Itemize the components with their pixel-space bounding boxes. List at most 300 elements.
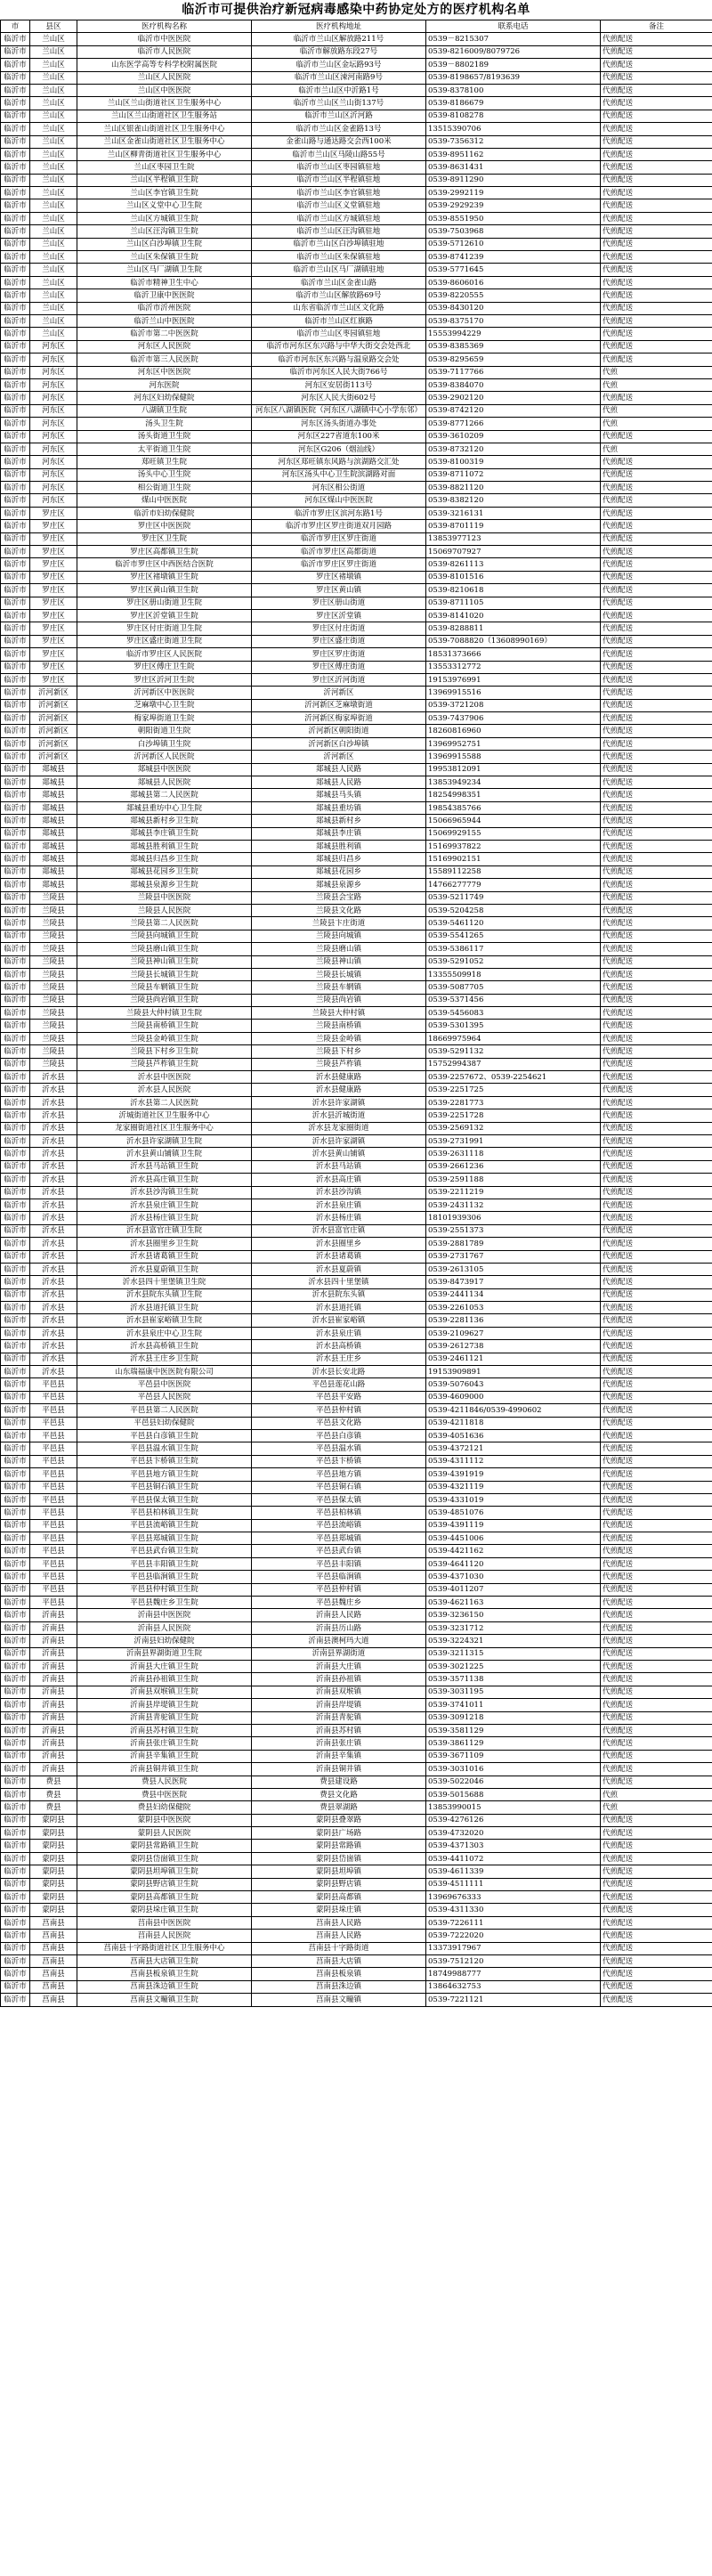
cell-city: 临沂市: [1, 482, 30, 494]
cell-phone: 0539-2569132: [426, 1122, 601, 1134]
cell-institution-name: 沂南县中医医院: [77, 1609, 252, 1621]
cell-institution-name: 郯城县归昌乡卫生院: [77, 853, 252, 865]
cell-city: 临沂市: [1, 212, 30, 224]
cell-county: 沂水县: [30, 1263, 77, 1275]
cell-institution-address: 兰陵县文化路: [252, 904, 426, 916]
cell-institution-name: 兰陵县向城镇卫生院: [77, 930, 252, 942]
cell-county: 蒙阴县: [30, 1865, 77, 1878]
cell-city: 临沂市: [1, 1904, 30, 1916]
cell-phone: 0539-3610209: [426, 430, 601, 443]
cell-phone: 0539-5456083: [426, 1007, 601, 1020]
cell-county: 沂南县: [30, 1737, 77, 1750]
cell-institution-address: 临沂市兰山区解放路211号: [252, 33, 426, 45]
table-row: [1, 1647, 712, 1660]
cell-county: 郯城县: [30, 879, 77, 891]
table-row: [1, 1635, 712, 1647]
cell-county: 兰陵县: [30, 943, 77, 955]
cell-county: 兰山区: [30, 314, 77, 327]
cell-city: 临沂市: [1, 1609, 30, 1621]
cell-institution-name: 兰山区中医医院: [77, 84, 252, 96]
cell-city: 临沂市: [1, 238, 30, 250]
cell-remark: 代煎配送: [601, 1942, 712, 1954]
cell-institution-address: 蒙阴县坦埠镇: [252, 1865, 426, 1878]
cell-county: 兰山区: [30, 97, 77, 110]
table-row: [1, 1916, 712, 1929]
cell-remark: 代煎配送: [601, 1583, 712, 1596]
table-row: [1, 635, 712, 647]
cell-remark: 代煎配送: [601, 212, 712, 224]
cell-remark: 代煎配送: [601, 1134, 712, 1147]
cell-remark: 代煎配送: [601, 264, 712, 276]
cell-phone: 0539-7222020: [426, 1930, 601, 1942]
cell-institution-address: 兰陵县神山镇: [252, 955, 426, 968]
cell-institution-name: 罗庄区册山街道卫生院: [77, 597, 252, 609]
cell-city: 临沂市: [1, 494, 30, 507]
cell-institution-address: 平邑县仲村镇: [252, 1404, 426, 1417]
cell-phone: 0539-5371456: [426, 994, 601, 1006]
cell-phone: 0539-3031016: [426, 1763, 601, 1776]
cell-county: 郯城县: [30, 763, 77, 776]
cell-phone: 0539-8198657/8193639: [426, 71, 601, 84]
cell-phone: 0539-8108278: [426, 110, 601, 122]
cell-county: 兰陵县: [30, 891, 77, 904]
cell-institution-address: 郯城县马头镇: [252, 789, 426, 801]
cell-county: 郯城县: [30, 776, 77, 789]
table-header-row: [1, 20, 712, 33]
cell-institution-address: 莒南县十字路街道: [252, 1942, 426, 1954]
cell-city: 临沂市: [1, 1238, 30, 1250]
cell-institution-name: 沂南县界湖街道卫生院: [77, 1647, 252, 1660]
cell-phone: 0539-8100319: [426, 456, 601, 468]
cell-county: 郯城县: [30, 789, 77, 801]
cell-county: 费县: [30, 1801, 77, 1814]
cell-city: 临沂市: [1, 1109, 30, 1122]
cell-remark: 代煎配送: [601, 456, 712, 468]
cell-phone: 0539-7221121: [426, 1994, 601, 2006]
cell-phone: 0539-7088820（13608990169）: [426, 635, 601, 647]
cell-county: 平邑县: [30, 1442, 77, 1455]
cell-city: 临沂市: [1, 430, 30, 443]
cell-city: 临沂市: [1, 1711, 30, 1724]
table-row: [1, 1994, 712, 2006]
cell-phone: 0539-4609000: [426, 1391, 601, 1403]
cell-remark: 代煎配送: [601, 1058, 712, 1070]
cell-county: 蒙阴县: [30, 1840, 77, 1852]
cell-county: 河东区: [30, 366, 77, 378]
table-row: [1, 1954, 712, 1967]
cell-county: 兰山区: [30, 199, 77, 212]
cell-county: 蒙阴县: [30, 1904, 77, 1916]
cell-institution-address: 沂河新区朝阳街道: [252, 725, 426, 737]
cell-institution-address: 沂河新区梅家埠街道: [252, 712, 426, 725]
cell-phone: 0539-8732120: [426, 443, 601, 455]
cell-phone: 0539-4732020: [426, 1827, 601, 1840]
cell-institution-address: 罗庄区罗庄街道: [252, 648, 426, 661]
cell-city: 临沂市: [1, 84, 30, 96]
cell-county: 沂水县: [30, 1353, 77, 1365]
table-row: [1, 1724, 712, 1736]
table-row: [1, 661, 712, 673]
cell-institution-name: 兰陵县尚岩镇卫生院: [77, 994, 252, 1006]
cell-remark: 代煎: [601, 404, 712, 417]
cell-phone: 15169937822: [426, 841, 601, 853]
cell-institution-address: 临沂市河东区东兴路与中华大街交会处西北: [252, 340, 426, 353]
cell-phone: 0539-4371303: [426, 1840, 601, 1852]
cell-institution-name: 沂水县夏蔚镇卫生院: [77, 1263, 252, 1275]
table-row: [1, 1557, 712, 1570]
cell-institution-name: 郯城县人民医院: [77, 776, 252, 789]
cell-remark: 代煎配送: [601, 251, 712, 264]
cell-county: 莒南县: [30, 1942, 77, 1954]
cell-institution-address: 临沂市兰山区朱保镇驻地: [252, 251, 426, 264]
cell-institution-name: 郯城县新村乡卫生院: [77, 815, 252, 827]
cell-phone: 0539-2731767: [426, 1250, 601, 1263]
cell-institution-name: 沂水县诸葛镇卫生院: [77, 1250, 252, 1263]
cell-county: 郯城县: [30, 853, 77, 865]
cell-county: 河东区: [30, 456, 77, 468]
table-row: [1, 1481, 712, 1493]
table-row: [1, 673, 712, 686]
cell-institution-address: 河东区煤山中医医院: [252, 494, 426, 507]
cell-institution-name: 平邑县卞桥镇卫生院: [77, 1455, 252, 1467]
cell-city: 临沂市: [1, 1084, 30, 1096]
cell-institution-name: 沂水县富官庄镇卫生院: [77, 1224, 252, 1237]
cell-institution-address: 河东区郑旺镇东风路与滨湖路交汇处: [252, 456, 426, 468]
cell-phone: 13969676333: [426, 1891, 601, 1904]
cell-city: 临沂市: [1, 1776, 30, 1788]
cell-county: 沂水县: [30, 1224, 77, 1237]
cell-institution-name: 煤山中医医院: [77, 494, 252, 507]
cell-remark: 代煎配送: [601, 1852, 712, 1865]
cell-institution-address: 兰陵县下村乡: [252, 1045, 426, 1058]
cell-institution-name: 平邑县魏庄乡卫生院: [77, 1597, 252, 1609]
cell-institution-address: 罗庄区沂堂镇: [252, 609, 426, 622]
table-row: [1, 328, 712, 340]
table-row: [1, 33, 712, 45]
cell-institution-address: 临沂市罗庄区罗庄街道: [252, 558, 426, 571]
cell-city: 临沂市: [1, 815, 30, 827]
cell-remark: 代煎配送: [601, 994, 712, 1006]
cell-institution-address: 沂南县人民路: [252, 1609, 426, 1621]
table-row: [1, 1750, 712, 1762]
cell-remark: 代煎配送: [601, 1507, 712, 1519]
cell-institution-address: 临沂市罗庄区滨河东路1号: [252, 507, 426, 519]
cell-institution-name: 沂水县中医医院: [77, 1071, 252, 1084]
cell-remark: 代煎配送: [601, 1661, 712, 1673]
cell-phone: 0539-3021225: [426, 1661, 601, 1673]
cell-county: 兰山区: [30, 264, 77, 276]
cell-institution-address: 罗庄区册山街道: [252, 597, 426, 609]
table-row: [1, 59, 712, 71]
cell-county: 罗庄区: [30, 648, 77, 661]
cell-institution-name: 沂南县双堠镇卫生院: [77, 1686, 252, 1698]
cell-phone: 0539-3861129: [426, 1737, 601, 1750]
cell-institution-name: 郑旺镇卫生院: [77, 456, 252, 468]
cell-city: 临沂市: [1, 994, 30, 1006]
table-row: [1, 853, 712, 865]
cell-city: 临沂市: [1, 1942, 30, 1954]
cell-phone: 0539-3031195: [426, 1686, 601, 1698]
cell-county: 沂水县: [30, 1302, 77, 1314]
cell-remark: 代煎配送: [601, 1699, 712, 1711]
cell-institution-address: 沂水县黄山铺镇: [252, 1148, 426, 1160]
table-row: [1, 1429, 712, 1442]
cell-institution-name: 沂水县沙沟镇卫生院: [77, 1186, 252, 1199]
cell-institution-name: 郯城县胜利镇卫生院: [77, 841, 252, 853]
cell-institution-address: 河东区汤头中心卫生院滨湖路对面: [252, 468, 426, 481]
cell-institution-address: 兰陵县卞庄街道: [252, 917, 426, 930]
cell-remark: 代煎配送: [601, 635, 712, 647]
cell-county: 沂水县: [30, 1199, 77, 1211]
cell-remark: 代煎配送: [601, 673, 712, 686]
table-row: [1, 687, 712, 699]
cell-city: 临沂市: [1, 1199, 30, 1211]
cell-phone: 13969915516: [426, 687, 601, 699]
cell-county: 沂水县: [30, 1314, 77, 1327]
cell-remark: 代煎配送: [601, 340, 712, 353]
cell-phone: 0539-8606016: [426, 276, 601, 288]
cell-city: 临沂市: [1, 97, 30, 110]
cell-institution-address: 临沂市兰山区沂河路: [252, 110, 426, 122]
cell-remark: 代煎配送: [601, 1455, 712, 1467]
cell-phone: 0539-4511111: [426, 1878, 601, 1890]
cell-county: 平邑县: [30, 1507, 77, 1519]
cell-remark: 代煎配送: [601, 981, 712, 994]
cell-city: 临沂市: [1, 148, 30, 160]
cell-phone: 0539-8382120: [426, 494, 601, 507]
cell-remark: 代煎配送: [601, 827, 712, 840]
cell-county: 罗庄区: [30, 571, 77, 583]
cell-institution-name: 沂南县妇幼保健院: [77, 1635, 252, 1647]
cell-county: 沂南县: [30, 1673, 77, 1686]
cell-county: 郯城县: [30, 815, 77, 827]
cell-county: 沂水县: [30, 1212, 77, 1224]
cell-institution-name: 莒南县板泉镇卫生院: [77, 1968, 252, 1980]
cell-county: 蒙阴县: [30, 1827, 77, 1840]
table-row: [1, 366, 712, 378]
cell-institution-address: 兰陵县向城镇: [252, 930, 426, 942]
table-row: [1, 1276, 712, 1288]
cell-phone: 0539-8186679: [426, 97, 601, 110]
cell-institution-name: 平邑县仲村镇卫生院: [77, 1583, 252, 1596]
cell-remark: 代煎配送: [601, 276, 712, 288]
table-row: [1, 1122, 712, 1134]
cell-city: 临沂市: [1, 1404, 30, 1417]
cell-remark: 代煎配送: [601, 789, 712, 801]
table-row: [1, 174, 712, 186]
cell-city: 临沂市: [1, 340, 30, 353]
cell-county: 平邑县: [30, 1455, 77, 1467]
cell-city: 临沂市: [1, 135, 30, 148]
cell-institution-address: 沂水县泉庄镇: [252, 1199, 426, 1211]
cell-phone: 0539-5022046: [426, 1776, 601, 1788]
cell-institution-name: 沂南县孙祖镇卫生院: [77, 1673, 252, 1686]
cell-phone: 0539-5301395: [426, 1020, 601, 1032]
cell-city: 临沂市: [1, 110, 30, 122]
cell-phone: 0539-8385369: [426, 340, 601, 353]
cell-remark: 代煎配送: [601, 1519, 712, 1532]
cell-county: 平邑县: [30, 1481, 77, 1493]
cell-institution-address: 河东区相公街道: [252, 482, 426, 494]
cell-county: 平邑县: [30, 1417, 77, 1429]
cell-institution-name: 平邑县柏林镇卫生院: [77, 1507, 252, 1519]
cell-remark: 代煎配送: [601, 1212, 712, 1224]
cell-county: 沂水县: [30, 1174, 77, 1186]
cell-institution-address: 临沂市兰山区金雀路13号: [252, 123, 426, 135]
cell-city: 临沂市: [1, 289, 30, 302]
table-row: [1, 1071, 712, 1084]
cell-city: 临沂市: [1, 1186, 30, 1199]
cell-institution-name: 兰山区李官镇卫生院: [77, 187, 252, 199]
cell-remark: 代煎配送: [601, 1994, 712, 2006]
cell-county: 沂南县: [30, 1635, 77, 1647]
cell-city: 临沂市: [1, 507, 30, 519]
cell-remark: 代煎配送: [601, 1366, 712, 1378]
cell-remark: 代煎配送: [601, 712, 712, 725]
cell-city: 临沂市: [1, 1327, 30, 1339]
cell-institution-address: 平邑县丰阳镇: [252, 1557, 426, 1570]
table-row: [1, 1174, 712, 1186]
table-row: [1, 1302, 712, 1314]
cell-phone: 0539-7117766: [426, 366, 601, 378]
cell-phone: 0539-3741011: [426, 1699, 601, 1711]
cell-county: 罗庄区: [30, 597, 77, 609]
cell-city: 临沂市: [1, 1865, 30, 1878]
table-row: [1, 1763, 712, 1776]
cell-institution-name: 沂水县院东头镇卫生院: [77, 1288, 252, 1301]
cell-institution-address: 平邑县保太镇: [252, 1493, 426, 1506]
cell-institution-name: 临沂市罗庄区中西医结合医院: [77, 558, 252, 571]
cell-institution-address: 临沂市兰山区枣园镇驻地: [252, 161, 426, 174]
cell-remark: 代煎配送: [601, 609, 712, 622]
cell-institution-address: 莒南县人民路: [252, 1930, 426, 1942]
cell-institution-name: 兰山区朱保镇卫生院: [77, 251, 252, 264]
cell-institution-address: 临沂市兰山区兰山街137号: [252, 97, 426, 110]
cell-city: 临沂市: [1, 251, 30, 264]
cell-phone: 0539-8821120: [426, 482, 601, 494]
cell-institution-name: 罗庄区黄山镇卫生院: [77, 584, 252, 597]
cell-county: 兰陵县: [30, 1020, 77, 1032]
cell-institution-name: 莒南县人民医院: [77, 1930, 252, 1942]
cell-remark: 代煎: [601, 1788, 712, 1800]
cell-institution-address: 临沂市兰山区马陵山路55号: [252, 148, 426, 160]
cell-city: 临沂市: [1, 59, 30, 71]
table-row: [1, 558, 712, 571]
cell-remark: 代煎配送: [601, 1250, 712, 1263]
cell-remark: 代煎配送: [601, 1609, 712, 1621]
header-institution-address: 医疗机构地址: [252, 20, 426, 33]
cell-city: 临沂市: [1, 699, 30, 711]
cell-remark: 代煎配送: [601, 1968, 712, 1980]
cell-institution-address: 沂水县马站镇: [252, 1160, 426, 1173]
cell-city: 临沂市: [1, 1481, 30, 1493]
cell-county: 平邑县: [30, 1404, 77, 1417]
cell-institution-name: 沂水县王庄乡卫生院: [77, 1353, 252, 1365]
table-row: [1, 302, 712, 314]
cell-phone: 0539-4331019: [426, 1493, 601, 1506]
cell-city: 临沂市: [1, 1968, 30, 1980]
cell-phone: 0539-4641120: [426, 1557, 601, 1570]
table-row: [1, 955, 712, 968]
cell-institution-address: 平邑县武台镇: [252, 1545, 426, 1557]
cell-remark: 代煎配送: [601, 1096, 712, 1109]
cell-city: 临沂市: [1, 1750, 30, 1762]
cell-phone: 0539-2109627: [426, 1327, 601, 1339]
cell-county: 蒙阴县: [30, 1814, 77, 1826]
cell-phone: 0539-5087705: [426, 981, 601, 994]
cell-institution-address: 沂南县孙祖镇: [252, 1673, 426, 1686]
cell-phone: 0539-2661236: [426, 1160, 601, 1173]
cell-institution-address: 临沂市解放路东段27号: [252, 45, 426, 58]
table-row: [1, 1776, 712, 1788]
cell-institution-address: 沂水县诸葛镇: [252, 1250, 426, 1263]
table-row: [1, 1661, 712, 1673]
cell-phone: 19854385766: [426, 801, 601, 814]
table-row: [1, 917, 712, 930]
cell-phone: 0539-3571138: [426, 1673, 601, 1686]
cell-phone: 15069707927: [426, 546, 601, 558]
table-row: [1, 1134, 712, 1147]
cell-county: 莒南县: [30, 1930, 77, 1942]
cell-phone: 0539-8141020: [426, 609, 601, 622]
cell-institution-address: 沂南县澳柯玛大道: [252, 1635, 426, 1647]
cell-institution-address: 郯城县花园乡: [252, 865, 426, 878]
cell-institution-name: 山东瑞福康中医医院有限公司: [77, 1366, 252, 1378]
cell-phone: 0539-2251725: [426, 1084, 601, 1096]
header-phone: 联系电话: [426, 20, 601, 33]
cell-city: 临沂市: [1, 981, 30, 994]
cell-phone: 0539-7512120: [426, 1954, 601, 1967]
cell-institution-address: 费县翠湖路: [252, 1801, 426, 1814]
table-row: [1, 943, 712, 955]
cell-institution-address: 平邑县平安路: [252, 1391, 426, 1403]
cell-city: 临沂市: [1, 943, 30, 955]
table-row: [1, 314, 712, 327]
cell-institution-name: 莒南县洙边镇卫生院: [77, 1980, 252, 1993]
cell-phone: 0539-7437906: [426, 712, 601, 725]
cell-county: 郯城县: [30, 827, 77, 840]
cell-institution-name: 沂水县第二人民医院: [77, 1096, 252, 1109]
cell-county: 河东区: [30, 340, 77, 353]
cell-institution-name: 罗庄区中医医院: [77, 520, 252, 532]
cell-institution-address: 沂水县圈里乡: [252, 1238, 426, 1250]
cell-institution-name: 沂南县人民医院: [77, 1621, 252, 1634]
cell-remark: 代煎配送: [601, 891, 712, 904]
cell-institution-address: 河东区G206（烟汕线）: [252, 443, 426, 455]
cell-county: 兰山区: [30, 212, 77, 224]
cell-county: 费县: [30, 1788, 77, 1800]
cell-institution-address: 临沂市兰山区红旗路: [252, 314, 426, 327]
institution-table: [0, 20, 712, 2007]
cell-institution-address: 兰陵县南桥镇: [252, 1020, 426, 1032]
cell-institution-name: 罗庄区傅庄卫生院: [77, 661, 252, 673]
table-row: [1, 1340, 712, 1353]
cell-phone: 13864632753: [426, 1980, 601, 1993]
cell-institution-name: 兰陵县第二人民医院: [77, 917, 252, 930]
cell-remark: 代煎配送: [601, 507, 712, 519]
cell-remark: 代煎配送: [601, 1711, 712, 1724]
cell-phone: 0539-5015688: [426, 1788, 601, 1800]
cell-county: 沂水县: [30, 1122, 77, 1134]
cell-remark: 代煎配送: [601, 1327, 712, 1339]
cell-institution-address: 郯城县泉源乡: [252, 879, 426, 891]
cell-phone: 0539-3224321: [426, 1635, 601, 1647]
cell-city: 临沂市: [1, 1442, 30, 1455]
table-row: [1, 1519, 712, 1532]
cell-remark: 代煎配送: [601, 494, 712, 507]
cell-institution-name: 蒙阴县中医医院: [77, 1814, 252, 1826]
cell-remark: 代煎配送: [601, 699, 712, 711]
